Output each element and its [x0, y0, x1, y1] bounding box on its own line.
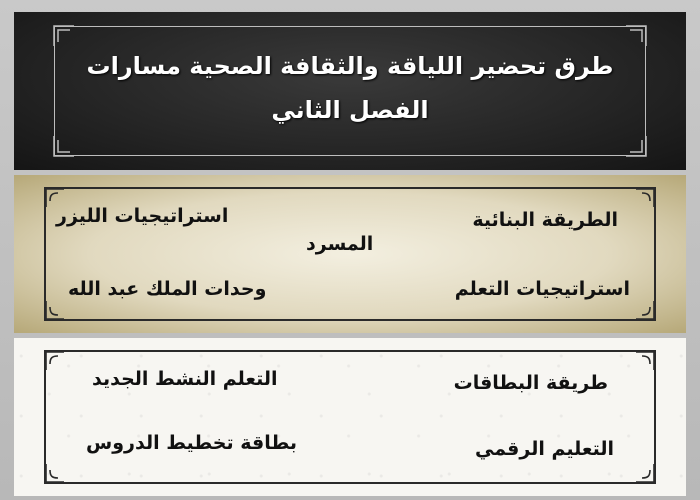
item-constructive-method: الطريقة البنائية [472, 209, 618, 231]
middle-panel [14, 175, 686, 333]
item-new-active-learning: التعلم النشط الجديد [92, 368, 278, 390]
corner-ornament-icon [53, 25, 75, 47]
item-king-abdullah-units: وحدات الملك عبد الله [68, 278, 267, 300]
item-laser-strategies: استراتيجيات الليزر [56, 205, 229, 227]
corner-ornament-icon [44, 299, 66, 321]
corner-ornament-icon [44, 350, 66, 372]
corner-ornament-icon [44, 462, 66, 484]
corner-ornament-icon [53, 135, 75, 157]
item-glossary: المسرد [306, 233, 374, 255]
corner-ornament-icon [625, 25, 647, 47]
item-lesson-planning-card: بطاقة تخطيط الدروس [86, 432, 297, 454]
title-line-1: طرق تحضير اللياقة والثقافة الصحية مسارات [86, 52, 614, 80]
corner-ornament-icon [634, 462, 656, 484]
corner-ornament-icon [625, 135, 647, 157]
item-cards-method: طريقة البطاقات [453, 372, 608, 394]
title-panel [14, 12, 686, 170]
title-line-2: الفصل الثاني [271, 96, 429, 124]
item-learning-strategies: استراتيجيات التعلم [454, 278, 630, 300]
item-digital-education: التعليم الرقمي [474, 438, 614, 460]
corner-ornament-icon [634, 187, 656, 209]
corner-ornament-icon [634, 350, 656, 372]
title-frame [54, 26, 646, 156]
bottom-panel [14, 338, 686, 496]
corner-ornament-icon [634, 299, 656, 321]
